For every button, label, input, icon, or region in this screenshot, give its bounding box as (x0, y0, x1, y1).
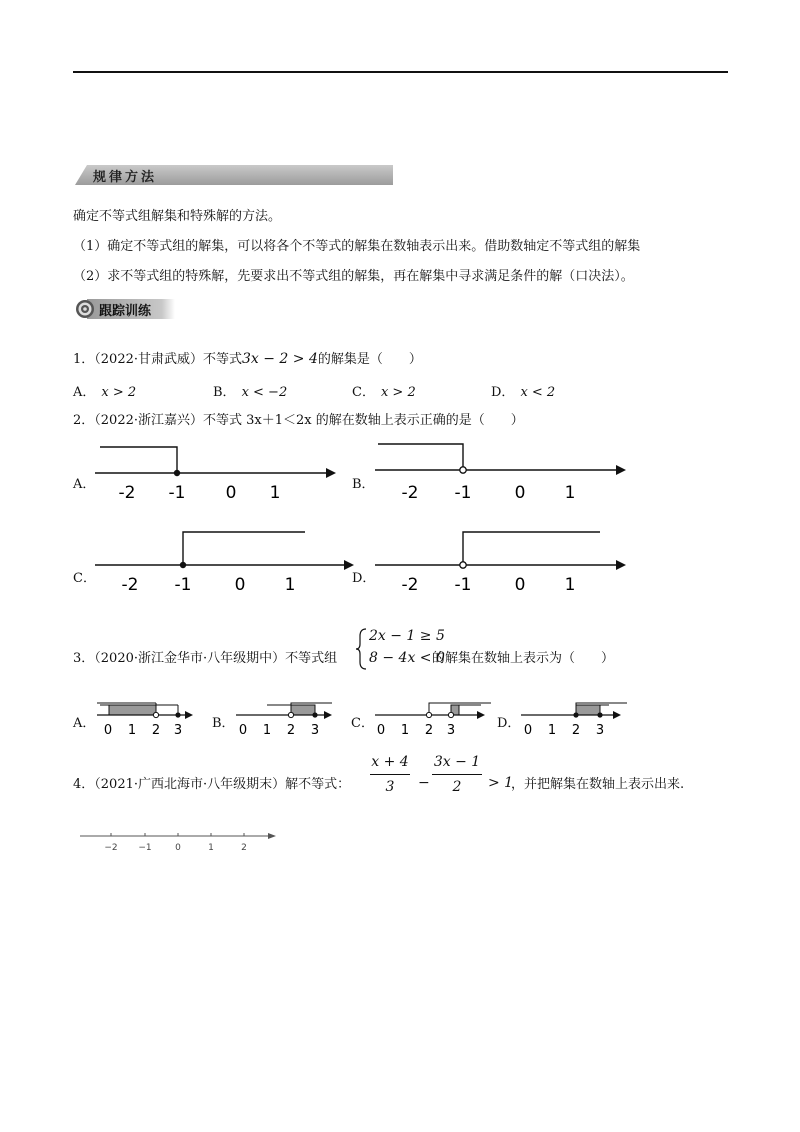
q3-option-c-label[interactable]: C． (351, 716, 374, 731)
q4-fraction-1 (370, 752, 410, 797)
method-line-3: （2）求不等式组的特殊解，先要求出不等式组的解集，再在解集中寻求满足条件的解（口决法）。 (73, 269, 634, 284)
method-line-2: （1）确定不等式组的解集，可以将各个不等式的解集在数轴表示出来。借助数轴定不等式组的解集 (73, 239, 641, 254)
tick-label: −1 (138, 843, 152, 853)
tick-label: 2 (151, 723, 161, 738)
q4-numberline (78, 828, 283, 858)
q3-option-d-numberline (517, 694, 632, 738)
q2-option-a-numberline (90, 440, 340, 510)
tick-label: 1 (262, 723, 272, 738)
tick-label: 1 (127, 723, 137, 738)
tick-label: 0 (175, 843, 181, 853)
question-3-prefix: 3．（2020·浙江金华市·八年级期中）不等式组 (73, 651, 338, 666)
tick-label: 2 (286, 723, 296, 738)
q2-option-b-numberline (370, 440, 630, 510)
tick-label: 3 (310, 723, 320, 738)
tick-label: −2 (104, 843, 118, 853)
tick-label: 0 (514, 483, 526, 503)
tick-label: 1 (564, 483, 576, 503)
option-label: A． (73, 385, 96, 400)
question-1 (73, 350, 422, 369)
fraction-denominator: 3 (385, 779, 395, 795)
q3-system-line-1: 2x − 1 ≥ 5 (369, 628, 445, 644)
tick-label: 2 (571, 723, 581, 738)
tick-label: 0 (103, 723, 113, 738)
option-label: D． (491, 385, 515, 400)
header-rule (73, 71, 728, 73)
q1-option-c[interactable] (352, 381, 416, 400)
q2-option-c-numberline (90, 526, 360, 596)
tick-label: 0 (523, 723, 533, 738)
question-1-prefix: 1．（2022·甘肃武威）不等式 (73, 352, 242, 367)
option-label: C． (352, 385, 375, 400)
fraction-numerator: 3x − 1 (433, 754, 481, 770)
tick-label: 1 (547, 723, 557, 738)
question-4-suffix: ，并把解集在数轴上表示出来. (511, 777, 685, 792)
q2-option-a-label[interactable]: A． (73, 477, 96, 492)
tick-label: 0 (376, 723, 386, 738)
option-label: B． (213, 385, 236, 400)
tick-label: 3 (595, 723, 605, 738)
question-4-prefix: 4．（2021·广西北海市·八年级期末）解不等式： (73, 777, 351, 792)
tick-label: -1 (174, 575, 192, 595)
tick-label: 1 (284, 575, 296, 595)
fraction-numerator: x + 4 (371, 754, 409, 770)
q1-option-a[interactable] (73, 381, 136, 400)
tick-label: 0 (514, 575, 526, 595)
section-banner-method (75, 165, 393, 185)
q4-fraction-2 (432, 752, 482, 797)
tick-label: 3 (446, 723, 456, 738)
q2-option-d-numberline (370, 526, 630, 596)
tick-label: 3 (173, 723, 183, 738)
tick-label: -1 (168, 483, 186, 503)
q4-rhs: > 1 (488, 775, 514, 791)
q1-option-b[interactable] (213, 381, 287, 400)
tick-label: -1 (454, 575, 472, 595)
method-line-1: 确定不等式组解集和特殊解的方法。 (73, 209, 282, 224)
q3-option-d-label[interactable]: D． (497, 716, 521, 731)
target-icon (75, 299, 95, 319)
tick-label: 1 (208, 843, 214, 853)
tick-label: -2 (401, 575, 419, 595)
q1-option-d[interactable] (491, 381, 555, 400)
q2-option-b-label[interactable]: B． (352, 477, 375, 492)
tick-label: 2 (241, 843, 247, 853)
q3-option-b-label[interactable]: B． (212, 716, 235, 731)
fraction-bar (370, 774, 410, 775)
tick-label: 1 (400, 723, 410, 738)
q3-option-a-label[interactable]: A． (73, 716, 96, 731)
question-2: 2．（2022·浙江嘉兴）不等式 3x＋1＜2x 的解在数轴上表示正确的是（ ） (73, 413, 524, 428)
brace-icon (355, 627, 369, 671)
banner-notch (75, 165, 87, 185)
tick-label: -2 (121, 575, 139, 595)
section-title: 跟踪训练 (99, 304, 152, 319)
option-text: x > 2 (380, 385, 416, 400)
q3-option-b-numberline (232, 694, 342, 738)
q3-option-c-numberline (371, 694, 496, 738)
tick-label: 1 (269, 483, 281, 503)
question-1-expression: 3x − 2 > 4 (242, 351, 318, 367)
q4-minus: − (418, 775, 430, 791)
tick-label: -2 (118, 483, 136, 503)
q2-option-d-label[interactable]: D． (352, 571, 376, 586)
tick-label: 0 (234, 575, 246, 595)
section-banner-training (75, 299, 175, 319)
q3-option-a-numberline (93, 694, 203, 738)
q3-system-line-2: 8 − 4x < 0 (369, 650, 445, 666)
option-text: x < 2 (520, 385, 556, 400)
section-title: 规律方法 (93, 170, 158, 185)
tick-label: -1 (454, 483, 472, 503)
tick-label: -2 (401, 483, 419, 503)
tick-label: 0 (238, 723, 248, 738)
option-text: x > 2 (101, 385, 137, 400)
q2-option-c-label[interactable]: C． (73, 571, 96, 586)
fraction-bar (432, 774, 482, 775)
tick-label: 2 (424, 723, 434, 738)
question-1-suffix: 的解集是（ ） (317, 352, 422, 367)
tick-label: 0 (225, 483, 237, 503)
option-text: x < −2 (241, 385, 288, 400)
fraction-denominator: 2 (452, 779, 462, 795)
tick-label: 1 (564, 575, 576, 595)
question-3-suffix: 的解集在数轴上表示为（ ） (432, 651, 615, 666)
